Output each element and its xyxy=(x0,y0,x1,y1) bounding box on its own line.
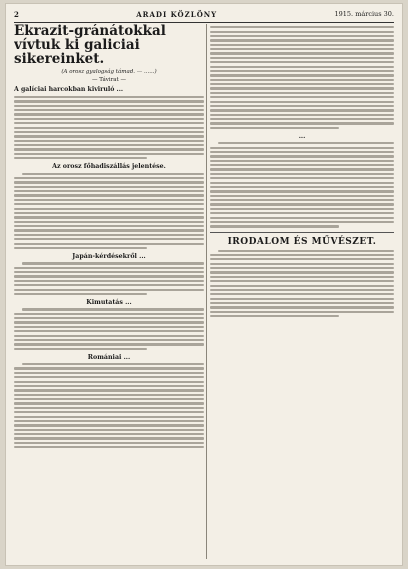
main-subhead: (A orosz gyalogság támad. — ......) xyxy=(61,68,157,75)
newspaper-title: ARADI KÖZLÖNY xyxy=(136,9,218,19)
section-heading: Romániai ... xyxy=(87,353,131,361)
section-heading: ... xyxy=(298,133,306,140)
article-body xyxy=(210,250,394,318)
left-column xyxy=(14,24,204,559)
section-rule xyxy=(210,232,394,233)
column-divider xyxy=(206,24,207,559)
page-number: 2 xyxy=(14,9,19,19)
issue-date: 1915. március 30. xyxy=(334,10,394,18)
main-lead: A galíciai harcokban kiviruló ... xyxy=(14,85,123,93)
article-body xyxy=(14,96,204,159)
culture-section-title: IRODALOM ÉS MŰVÉSZET. xyxy=(227,236,377,247)
main-tag: — Távirat — xyxy=(91,76,126,83)
right-column xyxy=(210,24,394,559)
section-heading: Kimutatás ... xyxy=(86,299,132,307)
section-heading: Japán-kérdésekről ... xyxy=(72,253,146,261)
newspaper-page xyxy=(6,4,402,565)
article-body xyxy=(14,173,204,250)
article-body xyxy=(14,308,204,350)
article-body xyxy=(210,26,394,129)
article-body xyxy=(14,262,204,295)
article-body xyxy=(14,363,204,448)
masthead xyxy=(14,8,394,23)
section-heading: Az orosz főhadiszállás jelentése. xyxy=(52,163,166,171)
article-body xyxy=(210,142,394,227)
main-headline: Ekrazit-gránátokkal vívtuk ki galiciai sikereinket. xyxy=(14,24,166,68)
